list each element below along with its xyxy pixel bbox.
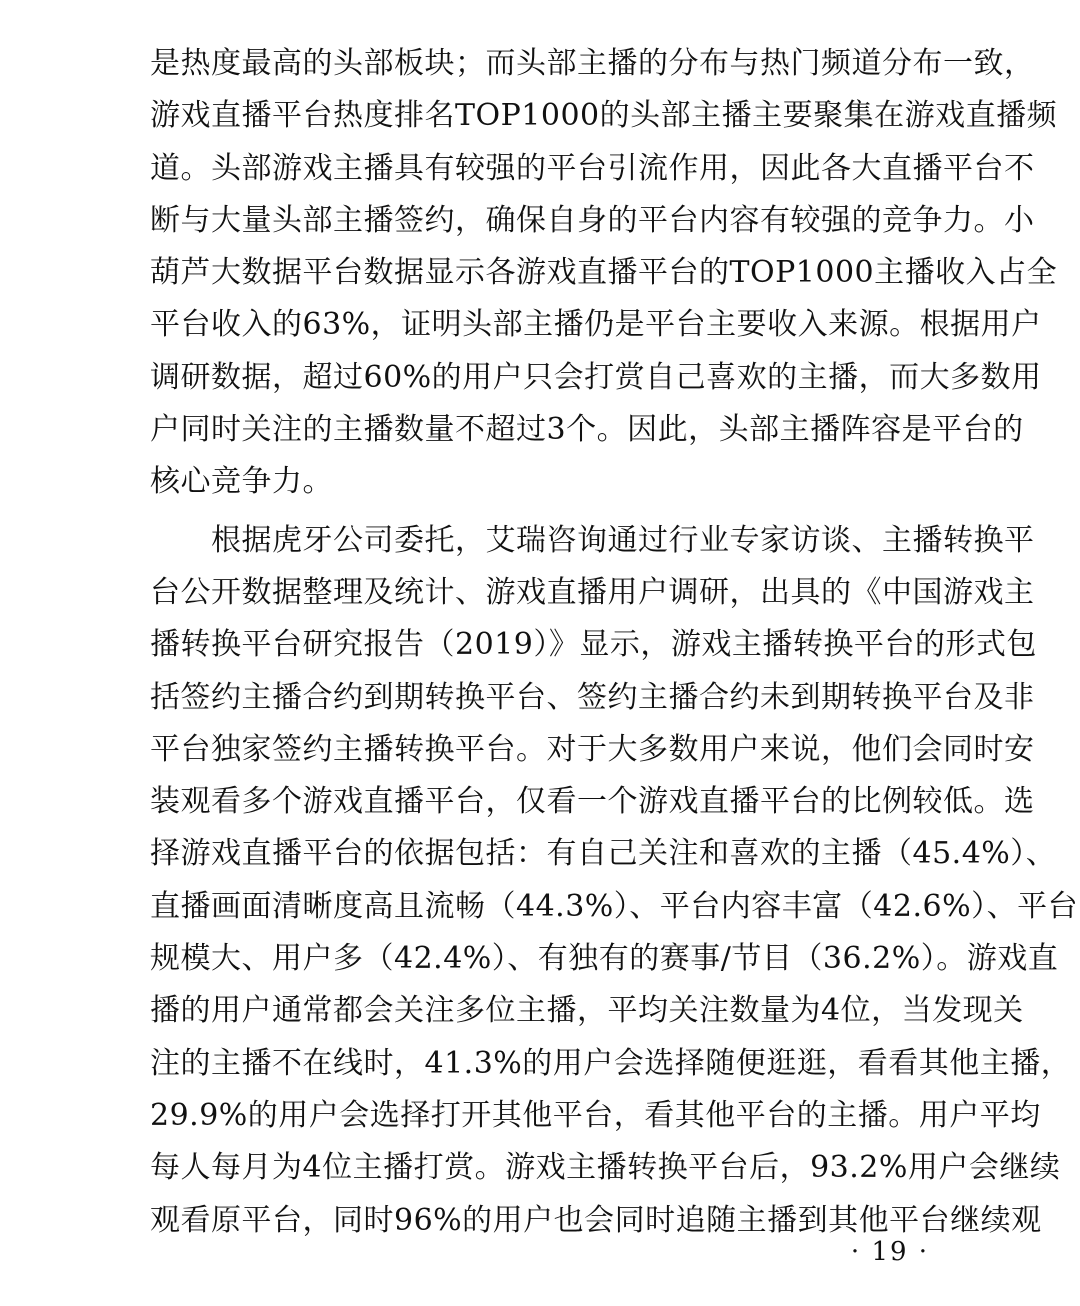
text-line: 规模大、用户多（42.4%）、有独有的赛事/节目（36.2%）。游戏直: [150, 941, 1059, 977]
page-number: · 19 ·: [850, 1237, 930, 1267]
text-line: 平台收入的63%，证明头部主播仍是平台主要收入来源。根据用户: [150, 307, 1042, 343]
text-line: 播的用户通常都会关注多位主播，平均关注数量为4位，当发现关: [150, 993, 1024, 1029]
text-line: 直播画面清晰度高且流畅（44.3%）、平台内容丰富（42.6%）、平台: [150, 888, 1079, 924]
text-line: 播转换平台研究报告（2019）》显示，游戏主播转换平台的形式包: [150, 627, 1037, 663]
text-line: 道。头部游戏主播具有较强的平台引流作用，因此各大直播平台不: [150, 150, 1035, 186]
text-line: 择游戏直播平台的依据包括：有自己关注和喜欢的主播（45.4%）、: [150, 836, 1057, 872]
text-line: 断与大量头部主播签约，确保自身的平台内容有较强的竞争力。小: [150, 202, 1035, 238]
paragraph-1: [150, 38, 1058, 509]
text-line: 平台独家签约主播转换平台。对于大多数用户来说，他们会同时安: [150, 731, 1035, 767]
text-line: 葫芦大数据平台数据显示各游戏直播平台的TOP1000主播收入占全: [150, 255, 1058, 291]
text-line: 游戏直播平台热度排名TOP1000的头部主播主要聚集在游戏直播频: [150, 98, 1058, 134]
text-line: 每人每月为4位主播打赏。游戏主播转换平台后，93.2%用户会继续: [150, 1150, 1061, 1186]
text-line: 装观看多个游戏直播平台，仅看一个游戏直播平台的比例较低。选: [150, 784, 1035, 820]
document-body: [150, 38, 1079, 1247]
text-line: 是热度最高的头部板块；而头部主播的分布与热门频道分布一致，: [150, 46, 1035, 81]
paragraph-2: [150, 515, 1079, 1247]
text-line: 括签约主播合约到期转换平台、签约主播合约未到期转换平台及非: [150, 679, 1035, 715]
text-line: 根据虎牙公司委托，艾瑞咨询通过行业专家访谈、主播转换平: [150, 522, 1035, 558]
text-line: 台公开数据整理及统计、游戏直播用户调研，出具的《中国游戏主: [150, 574, 1035, 610]
text-line: 户同时关注的主播数量不超过3个。因此，头部主播阵容是平台的: [150, 412, 1024, 448]
text-line: 核心竞争力。: [150, 464, 333, 500]
text-line: 29.9%的用户会选择打开其他平台，看其他平台的主播。用户平均: [150, 1097, 1041, 1133]
text-line: 注的主播不在线时，41.3%的用户会选择随便逛逛，看看其他主播，: [150, 1045, 1072, 1081]
text-line: 调研数据，超过60%的用户只会打赏自己喜欢的主播，而大多数用: [150, 359, 1042, 395]
text-line: 观看原平台，同时96%的用户也会同时追随主播到其他平台继续观: [150, 1202, 1042, 1238]
